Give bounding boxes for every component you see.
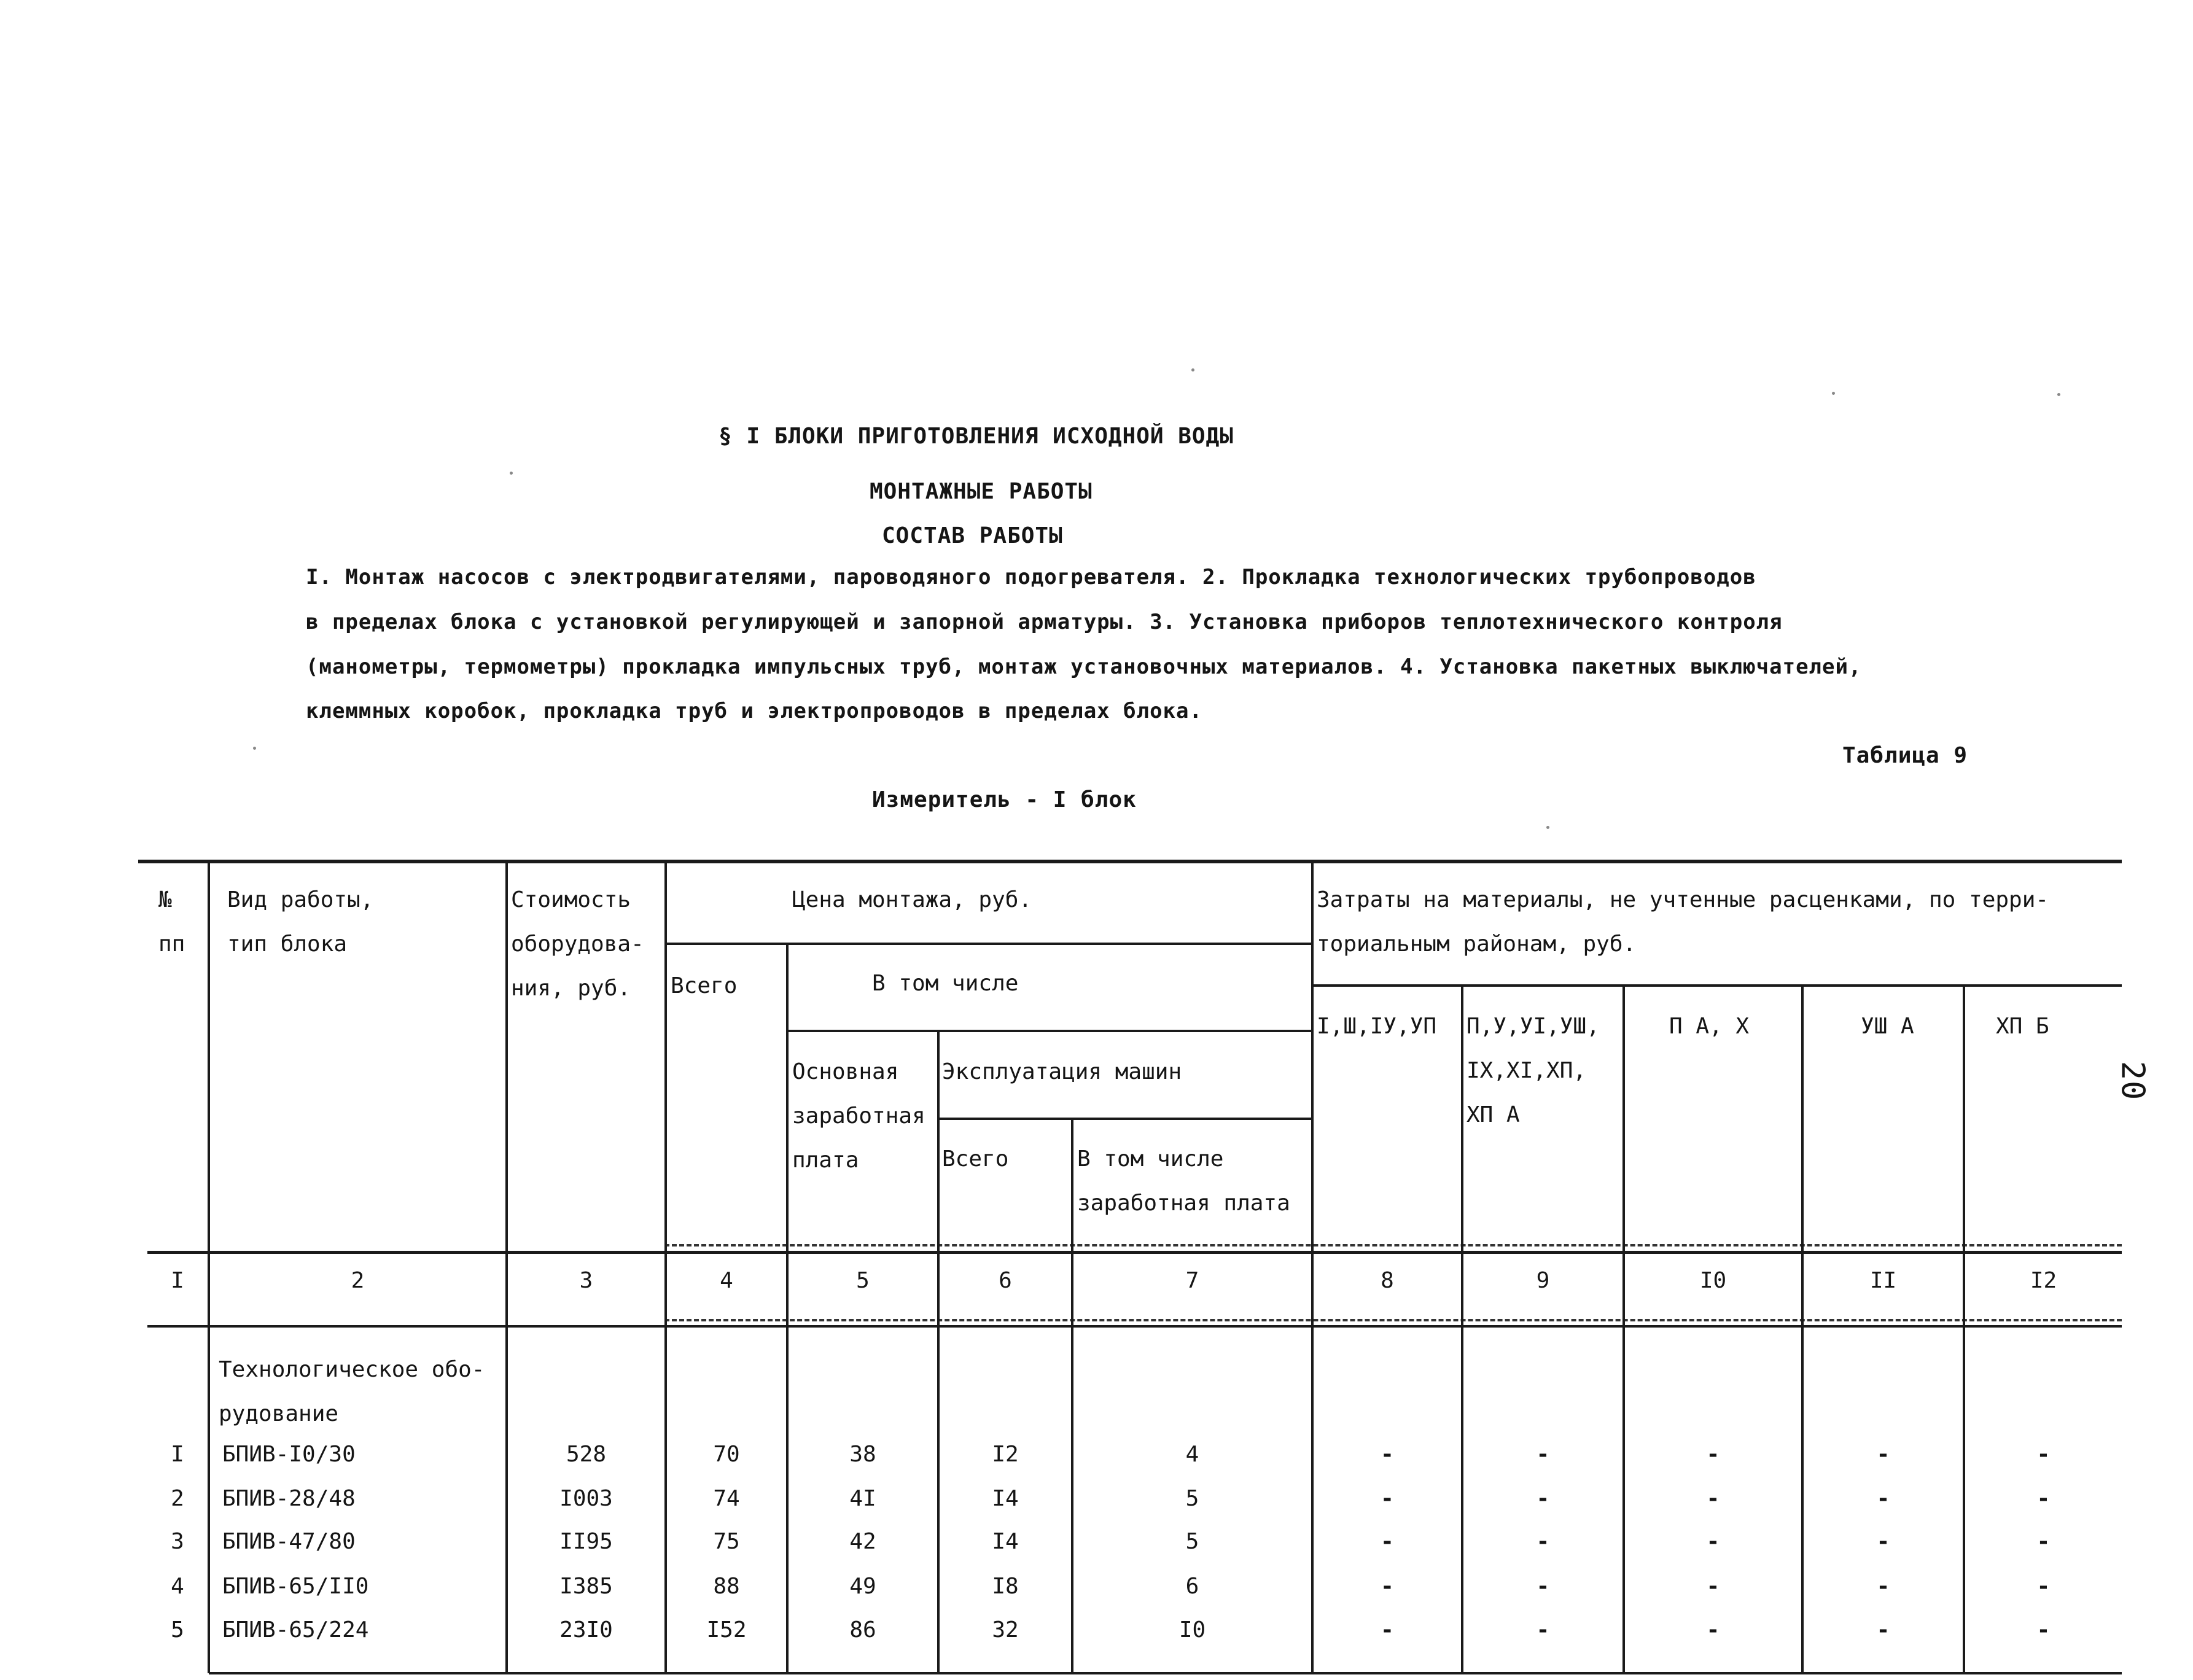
table-cell-mach: 32 <box>992 1617 1019 1643</box>
table-cell-r4: - <box>1876 1617 1890 1643</box>
column-number: 8 <box>1381 1268 1394 1293</box>
scan-speck <box>2057 393 2060 396</box>
subtitle-works: МОНТАЖНЫЕ РАБОТЫ <box>870 479 1093 504</box>
table-cell-r3: - <box>1706 1529 1720 1554</box>
table-cell-r2: - <box>1536 1486 1550 1511</box>
table-cell-n: 2 <box>171 1486 184 1511</box>
scan-speck <box>1546 826 1549 829</box>
col-border <box>1461 986 1463 1673</box>
scan-speck <box>1832 392 1835 395</box>
table-bottom-border <box>209 1672 2122 1674</box>
header-including: В том числе <box>872 971 1019 996</box>
table-top-border <box>138 860 2122 863</box>
description-line: (манометры, термометры) прокладка импульсных труб, монтаж установочных материалов. 4. Установка пакетных выключателей, <box>306 655 1862 679</box>
column-number: 6 <box>999 1268 1012 1293</box>
table-cell-r1: - <box>1381 1529 1394 1554</box>
table-cell-r1: - <box>1381 1486 1394 1511</box>
header-region-5: XП Б <box>1996 1014 2049 1039</box>
table-cell-r1: - <box>1381 1617 1394 1643</box>
table-cell-mach-wage: 4 <box>1185 1442 1199 1467</box>
table-cell-total: 74 <box>713 1486 740 1511</box>
column-number: I2 <box>2030 1268 2057 1293</box>
rule-materials-sub <box>1312 984 2122 987</box>
table-cell-wage: 42 <box>849 1529 876 1554</box>
column-number: 2 <box>351 1268 365 1293</box>
description-line: I. Монтаж насосов с электродвигателями, пароводяного подогревателя. 2. Прокладка технологических трубопроводов <box>306 565 1756 589</box>
scan-speck <box>1191 368 1194 371</box>
table-cell-wage: 49 <box>849 1574 876 1599</box>
table-label: Таблица 9 <box>1842 743 1968 768</box>
header-install-price: Цена монтажа, руб. <box>792 887 1032 912</box>
table-cell-r3: - <box>1706 1442 1720 1467</box>
table-cell-r3: - <box>1706 1617 1720 1643</box>
table-cell-r5: - <box>2036 1529 2051 1554</box>
table-cell-mach: I8 <box>992 1574 1019 1599</box>
table-cell-r5: - <box>2036 1486 2051 1511</box>
col-border <box>1622 986 1625 1673</box>
table-cell-r4: - <box>1876 1486 1890 1511</box>
header-base-wage: Основная заработная плата <box>792 1059 925 1173</box>
table-cell-total: I52 <box>706 1617 747 1643</box>
dashed-rule <box>664 1319 2122 1321</box>
scan-speck <box>510 472 513 475</box>
table-cell-cost: II95 <box>559 1529 613 1554</box>
page-number: 20 <box>2114 1060 2151 1101</box>
col-border <box>208 861 210 1673</box>
header-machines: Эксплуатация машин <box>942 1059 1182 1084</box>
col-border <box>1963 986 1965 1673</box>
column-number: 5 <box>856 1268 870 1293</box>
table-cell-wage: 86 <box>849 1617 876 1643</box>
column-number: 9 <box>1536 1268 1550 1293</box>
table-cell-r4: - <box>1876 1529 1890 1554</box>
header-materials: Затраты на материалы, не учтенные расценками, по терри- ториальным районам, руб. <box>1317 887 2049 957</box>
table-cell-cost: 528 <box>566 1442 607 1467</box>
rule-machines-sub <box>938 1118 1312 1120</box>
table-cell-r4: - <box>1876 1574 1890 1599</box>
column-number: 4 <box>720 1268 733 1293</box>
table-cell-n: 3 <box>171 1529 184 1554</box>
column-number: I <box>171 1268 184 1293</box>
table-cell-mach-wage: I0 <box>1178 1617 1206 1643</box>
table-cell-n: I <box>171 1442 184 1467</box>
table-cell-r2: - <box>1536 1574 1550 1599</box>
table-cell-r5: - <box>2036 1574 2051 1599</box>
col-border <box>1801 986 1804 1673</box>
header-region-3: П А, Х <box>1669 1014 1750 1039</box>
table-cell-name: БПИВ-65/II0 <box>222 1574 369 1599</box>
table-cell-mach-wage: 6 <box>1185 1574 1199 1599</box>
header-machines-wage: В том числе заработная плата <box>1077 1146 1290 1216</box>
header-region-4: УШ А <box>1861 1014 1914 1039</box>
header-region-2: П,У,УI,УШ, IX,XI,XП, XП А <box>1467 1014 1600 1127</box>
column-number: II <box>1869 1268 1897 1293</box>
header-work-type: Вид работы, тип блока <box>227 887 374 957</box>
measure-unit: Измеритель - I блок <box>872 787 1137 812</box>
subtitle-composition: СОСТАВ РАБОТЫ <box>882 523 1063 548</box>
table-cell-mach-wage: 5 <box>1185 1529 1199 1554</box>
rule-colnum-bottom <box>147 1325 2122 1328</box>
group-label: Технологическое обо- рудование <box>219 1357 485 1426</box>
table-cell-r3: - <box>1706 1486 1720 1511</box>
header-equipment-cost: Стоимость оборудова- ния, руб. <box>511 887 644 1001</box>
table-cell-r4: - <box>1876 1442 1890 1467</box>
table-cell-r1: - <box>1381 1574 1394 1599</box>
table-cell-r5: - <box>2036 1442 2051 1467</box>
table-cell-cost: I385 <box>559 1574 613 1599</box>
header-region-1: I,Ш,IУ,УП <box>1317 1014 1437 1039</box>
table-cell-r5: - <box>2036 1617 2051 1643</box>
table-cell-name: БПИВ-65/224 <box>222 1617 369 1643</box>
column-number: 3 <box>579 1268 593 1293</box>
header-num: № пп <box>158 887 185 957</box>
table-cell-r2: - <box>1536 1442 1550 1467</box>
column-number: I0 <box>1699 1268 1727 1293</box>
column-number: 7 <box>1185 1268 1199 1293</box>
table-cell-name: БПИВ-47/80 <box>222 1529 356 1554</box>
description-line: в пределах блока с установкой регулирующей и запорной арматуры. 3. Установка приборов теплотехнического контроля <box>306 610 1783 634</box>
table-cell-mach: I4 <box>992 1486 1019 1511</box>
table-cell-total: 70 <box>713 1442 740 1467</box>
rule-price-sub <box>664 943 1312 945</box>
table-cell-wage: 4I <box>849 1486 876 1511</box>
table-cell-total: 75 <box>713 1529 740 1554</box>
table-cell-cost: I003 <box>559 1486 613 1511</box>
table-cell-r2: - <box>1536 1617 1550 1643</box>
header-machines-total: Всего <box>942 1146 1009 1172</box>
table-cell-mach-wage: 5 <box>1185 1486 1199 1511</box>
description-line: клеммных коробок, прокладка труб и электропроводов в пределах блока. <box>306 699 1202 723</box>
table-cell-wage: 38 <box>849 1442 876 1467</box>
section-title: § I БЛОКИ ПРИГОТОВЛЕНИЯ ИСХОДНОЙ ВОДЫ <box>719 424 1234 449</box>
table-cell-total: 88 <box>713 1574 740 1599</box>
table-cell-r2: - <box>1536 1529 1550 1554</box>
table-cell-n: 5 <box>171 1617 184 1643</box>
col-border <box>786 944 789 1673</box>
table-cell-mach: I4 <box>992 1529 1019 1554</box>
scan-speck <box>253 747 256 750</box>
table-cell-cost: 23I0 <box>559 1617 613 1643</box>
dashed-rule <box>664 1244 2122 1246</box>
header-total: Всего <box>671 973 738 998</box>
table-cell-name: БПИВ-28/48 <box>222 1486 356 1511</box>
table-cell-name: БПИВ-I0/30 <box>222 1442 356 1467</box>
rule-header-bottom <box>147 1251 2122 1254</box>
rule-incl-sub <box>787 1030 1312 1032</box>
table-cell-r1: - <box>1381 1442 1394 1467</box>
table-cell-mach: I2 <box>992 1442 1019 1467</box>
table-cell-r3: - <box>1706 1574 1720 1599</box>
table-cell-n: 4 <box>171 1574 184 1599</box>
